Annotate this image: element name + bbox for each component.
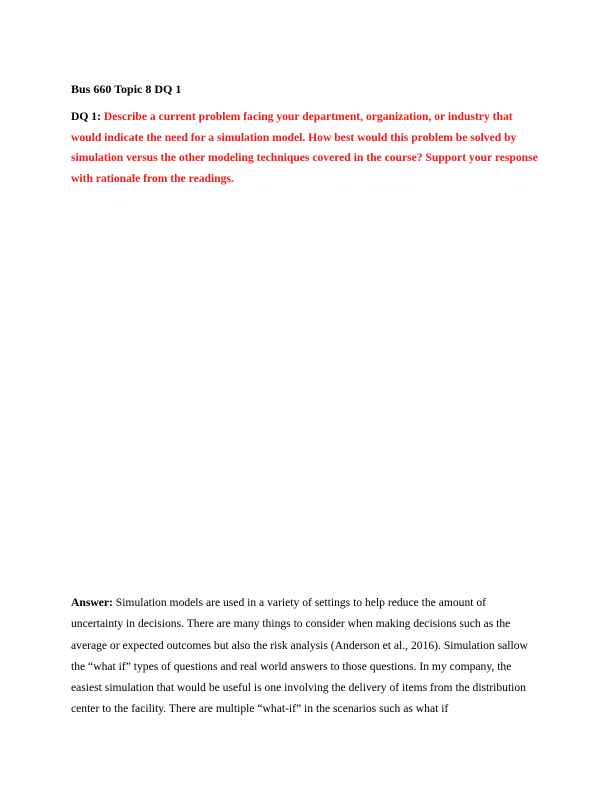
- document-title: Bus 660 Topic 8 DQ 1: [71, 82, 182, 96]
- question-text: Describe a current problem facing your department, organization, or industry that would indicate the need for a simulation model. How best would this problem be solved by simulation versus the other modeling techniques covered in the course? Support your response with rationale from the readings.: [71, 110, 538, 185]
- answer-label: Answer:: [71, 596, 116, 609]
- answer-text: Simulation models are used in a variety of settings to help reduce the amount of uncertainty in decisions. There are many things to consider when making decisions such as the average or expected outcomes but also the risk analysis (Anderson et al., 2016). Simulation sallow the “what if” types of questions and real world answers to those questions. In my company, the easiest simulation that would be useful is one involving the delivery of items from the distribution center to the facility. There are multiple “what-if” in the scenarios such as what if: [71, 596, 528, 716]
- question-label: DQ 1:: [71, 110, 104, 123]
- answer-paragraph: [71, 592, 541, 720]
- discussion-question: [71, 107, 541, 189]
